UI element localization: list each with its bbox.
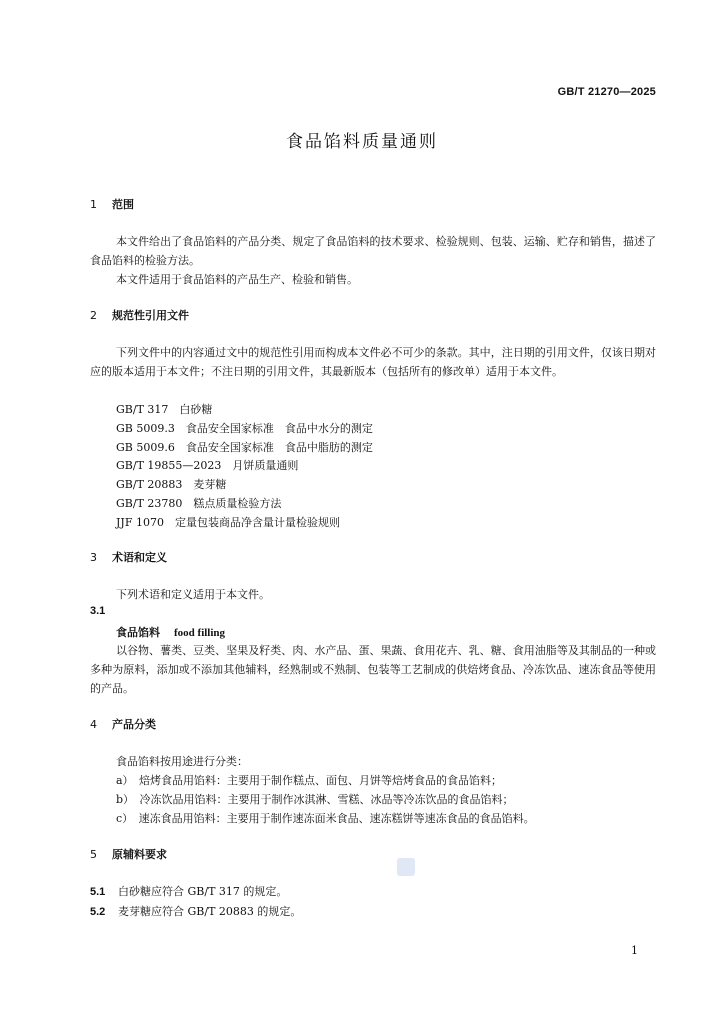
term-entry — [116, 624, 225, 640]
paragraph: 下列文件中的内容通过文中的规范性引用而构成本文件必不可少的条款。其中，注日期的引用文件，仅该日期对应的版本适用于本文件；不注日期的引用文件，其最新版本（包括所有的修改单）适用于本文件。 — [90, 346, 656, 378]
reference-item: GB 5009.3 食品安全国家标准 食品中水分的测定 — [116, 422, 373, 435]
clause-number: 5.2 — [90, 906, 106, 918]
list-item: c） 速冻食品用馅料：主要用于制作速冻面米食品、速冻糕饼等速冻食品的食品馅料。 — [116, 812, 535, 825]
section-heading-2 — [90, 307, 189, 323]
clause-5-2 — [90, 903, 301, 919]
section-heading-4 — [90, 716, 156, 732]
document-code: GB/T 21270—2025 — [557, 86, 656, 98]
section-number: 1 — [90, 198, 97, 211]
term-chinese: 食品馅料 — [116, 626, 160, 639]
list-item: a） 焙烤食品用馅料：主要用于制作糕点、面包、月饼等焙烤食品的食品馅料； — [116, 774, 503, 787]
section-title: 术语和定义 — [112, 551, 167, 564]
section-number: 3 — [90, 551, 97, 564]
clause-5-1 — [90, 883, 287, 899]
subclause-number: 3.1 — [90, 605, 106, 617]
reference-item: GB/T 23780 糕点质量检验方法 — [116, 497, 282, 510]
term-definition: 以谷物、薯类、豆类、坚果及籽类、肉、水产品、蛋、果蔬、食用花卉、乳、糖、食用油脂等及其制品的一种或多种为原料，添加或不添加其他辅料，经熟制或不熟制、包装等工艺制成的供焙烤食品、冷冻饮品、速冻食品等使用的产品。 — [90, 644, 656, 695]
section-number: 5 — [90, 848, 97, 861]
clause-text: 麦芽糖应符合 GB/T 20883 的规定。 — [118, 905, 302, 918]
reference-item: GB 5009.6 食品安全国家标准 食品中脂肪的测定 — [116, 441, 373, 454]
reference-item: GB/T 317 白砂糖 — [116, 403, 213, 416]
paragraph: 下列术语和定义适用于本文件。 — [116, 588, 270, 601]
reference-item: GB/T 20883 麦芽糖 — [116, 478, 227, 491]
section-title: 原辅料要求 — [112, 848, 167, 861]
section-title: 产品分类 — [112, 718, 156, 731]
section-heading-1 — [90, 196, 134, 212]
section-heading-3 — [90, 549, 167, 565]
reference-item: JJF 1070 定量包装商品净含量计量检验规则 — [116, 516, 340, 529]
document-title: 食品馅料质量通则 — [286, 132, 438, 152]
clause-text: 白砂糖应符合 GB/T 317 的规定。 — [118, 885, 288, 898]
section-title: 规范性引用文件 — [112, 309, 189, 322]
section-number: 2 — [90, 309, 97, 322]
section-title: 范围 — [112, 198, 134, 211]
watermark-stamp — [397, 858, 415, 876]
reference-item: GB/T 19855—2023 月饼质量通则 — [116, 459, 299, 472]
clause-number: 5.1 — [90, 886, 106, 898]
paragraph: 本文件给出了食品馅料的产品分类、规定了食品馅料的技术要求、检验规则、包装、运输、贮存和销售，描述了食品馅料的检验方法。 — [90, 235, 656, 267]
term-english: food filling — [174, 627, 226, 639]
section-heading-5 — [90, 846, 167, 862]
list-item: b） 冷冻饮品用馅料：主要用于制作冰淇淋、雪糕、冰品等冷冻饮品的食品馅料； — [116, 793, 514, 806]
paragraph: 本文件适用于食品馅料的产品生产、检验和销售。 — [116, 273, 358, 286]
section-number: 4 — [90, 718, 97, 731]
paragraph: 食品馅料按用途进行分类： — [116, 755, 248, 768]
page-number: 1 — [631, 944, 638, 957]
